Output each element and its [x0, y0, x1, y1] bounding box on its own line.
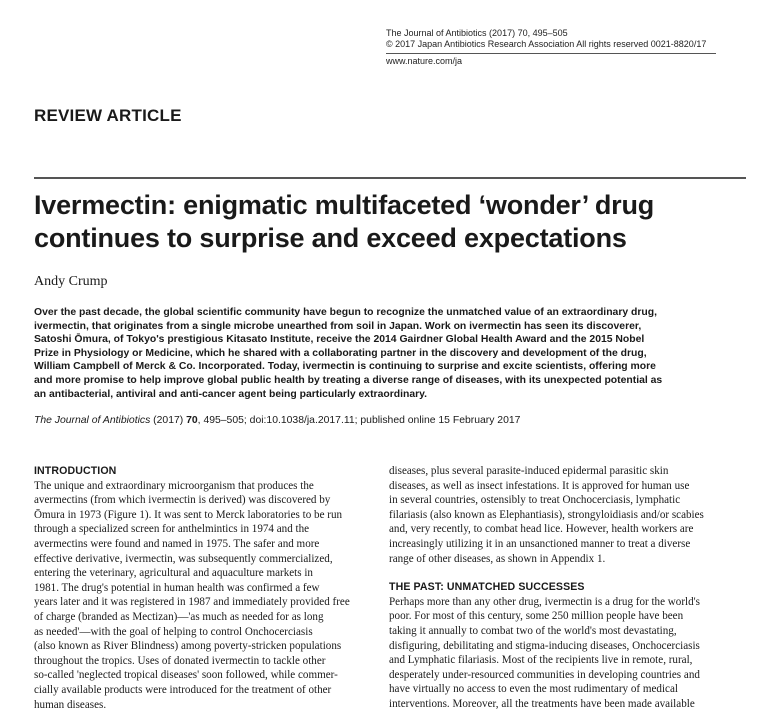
body-line: cially available products were introduced for the treatment of other — [34, 683, 332, 696]
abstract-line: an antibacterial, antiviral and anti-cancer agent being particularly extraordinary. — [34, 388, 428, 400]
article-type-label: REVIEW ARTICLE — [34, 106, 182, 125]
section-heading-the-past: THE PAST: UNMATCHED SUCCESSES — [389, 581, 585, 594]
body-line: diseases, as well as insect infestations. It is approved for human use — [389, 479, 690, 492]
author-name[interactable]: Andy Crump — [34, 274, 108, 289]
body-line: Ōmura in 1973 (Figure 1). It was sent to Merck laboratories to be run — [34, 508, 343, 521]
body-line: interventions. Moreover, all the treatments have been made available — [389, 697, 695, 710]
body-line: years later and it was registered in 1987 and immediately provided free — [34, 596, 350, 609]
title-line: Ivermectin: enigmatic multifaceted ‘wonder’ drug — [34, 190, 655, 220]
section-heading-introduction: INTRODUCTION — [34, 465, 117, 477]
body-line: effective derivative, ivermectin, was subsequently commercialized, — [34, 552, 333, 565]
body-line: in several countries, ostensibly to treat Onchocerciasis, lymphatic — [389, 494, 681, 507]
body-line: have virtually no access to even the most rudimentary of medical — [389, 683, 678, 696]
journal-header — [386, 28, 746, 67]
section-gap — [389, 566, 747, 580]
left-column — [34, 464, 380, 712]
body-line: through a specialized screen for anthelmintics in 1974 and the — [34, 523, 310, 536]
journal-citation-line: The Journal of Antibiotics (2017) 70, 495–505 — [386, 28, 568, 38]
body-line: as needed'—with the goal of helping to control Onchocerciasis — [34, 625, 313, 638]
citation-volume: 70 — [186, 415, 198, 426]
header-rule — [386, 53, 716, 54]
body-line: poor. For most of this century, some 250 million people have been — [389, 610, 684, 623]
body-line: increasingly utilizing it in an unsanctioned manner to treat a diverse — [389, 537, 691, 550]
title-divider — [34, 177, 746, 179]
body-line: desperately under-resourced communities in developing countries and — [389, 668, 700, 681]
body-line: taking it annually to combat two of the world's most devastating, — [389, 624, 677, 637]
abstract-line: ivermectin, that originates from a single microbe unearthed from soil in Japan. Work on ivermectin has seen its discoverer, — [34, 320, 642, 332]
journal-url[interactable]: www.nature.com/ja — [386, 56, 463, 66]
body-line: Perhaps more than any other drug, ivermectin is a drug for the world's — [389, 595, 700, 608]
body-line: throughout the tropics. Uses of donated ivermectin to tackle other — [34, 654, 326, 667]
abstract-line: William Campbell of Merck & Co. Incorporated. Today, ivermectin is continuing to surprise and excite scientists, offering more — [34, 361, 656, 373]
citation-year: (2017) — [153, 415, 184, 426]
title-line: continues to surprise and exceed expectations — [34, 223, 627, 253]
body-line: range of other diseases, as shown in Appendix 1. — [389, 552, 606, 565]
abstract-line: Over the past decade, the global scientific community have begun to recognize the unmatched value of an extraordinary drug, — [34, 307, 657, 318]
body-line: avermectins (from which ivermectin is derived) was discovered by — [34, 494, 331, 507]
body-line: human diseases. — [34, 698, 107, 711]
abstract-line: Prize in Physiology or Medicine, which he shared with a collaborating partner in the discovery and development of the drug, — [34, 347, 647, 359]
body-line: filariasis (also known as Elephantiasis), strongyloidiasis and/or scabies — [389, 508, 704, 521]
body-line: entering the veterinary, agricultural and aquaculture markets in — [34, 567, 313, 580]
right-column — [389, 464, 747, 712]
body-line: and Lymphatic filariasis. Most of the recipients live in remote, rural, — [389, 654, 693, 667]
body-line: and, very recently, to combat head lice. However, health workers are — [389, 523, 694, 536]
body-line: 1981. The drug's potential in human health was confirmed a few — [34, 581, 320, 594]
body-line: The unique and extraordinary microorganism that produces the — [34, 479, 314, 492]
citation-line — [34, 414, 520, 427]
body-line: so-called 'neglected tropical diseases' soon followed, while commer- — [34, 669, 338, 682]
abstract-line: and more promise to help improve global public health by treating a diverse range of diseases, with its unexpected potential as — [34, 374, 663, 386]
article-title — [34, 189, 746, 255]
body-line: avermectins were found and named in 1975. The safer and more — [34, 537, 320, 550]
body-line: (also known as River Blindness) among poverty-stricken populations — [34, 640, 342, 653]
copyright-line: © 2017 Japan Antibiotics Research Association All rights reserved 0021-8820/17 — [386, 39, 707, 49]
citation-journal: The Journal of Antibiotics — [34, 415, 151, 426]
abstract — [34, 306, 754, 401]
body-line: diseases, plus several parasite-induced epidermal parasitic skin — [389, 465, 669, 477]
citation-details[interactable]: , 495–505; doi:10.1038/ja.2017.11; published online 15 February 2017 — [197, 415, 521, 426]
body-line: disfiguring, debilitating and stigma-inducing diseases, Onchocerciasis — [389, 639, 700, 652]
abstract-line: Satoshi Ōmura, of Tokyo's prestigious Kitasato Institute, receive the 2014 Gairdner Global Health Award and the 2015 Nobel — [34, 334, 645, 346]
body-line: of charge (branded as Mectizan)—'as much as needed for as long — [34, 610, 324, 623]
